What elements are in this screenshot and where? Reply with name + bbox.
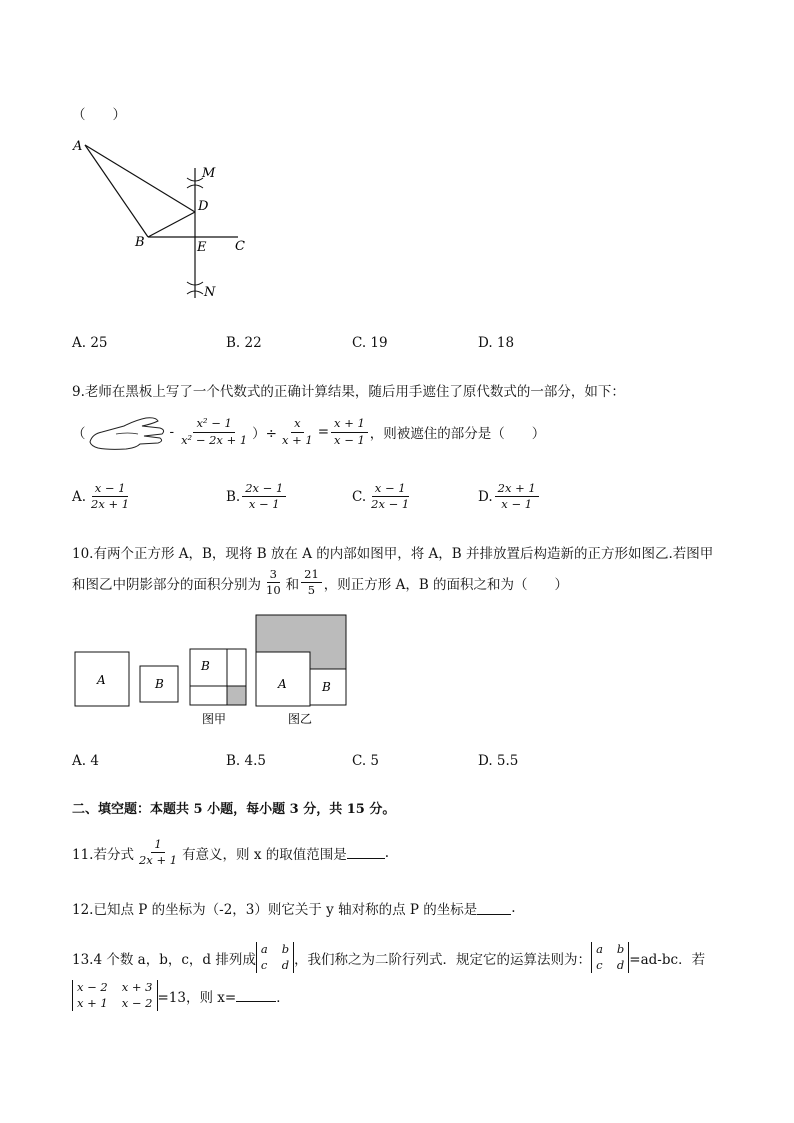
- q9-eq: =: [317, 424, 330, 440]
- q9-option-b: B. $\frac{2x - 1}{x - 1}$: [226, 482, 288, 511]
- q8-option-c: C. 19: [352, 335, 388, 351]
- label-N: N: [204, 285, 216, 300]
- q13-determinant-3: x − 2 x + 3 x + 1 x − 2: [72, 980, 158, 1011]
- q9-fraction-1: [178, 417, 250, 446]
- q9-expression: [72, 412, 545, 452]
- q13-answer-blank: [236, 989, 276, 1002]
- label-B: B: [135, 235, 145, 250]
- section-2-heading: 二、填空题：本题共 5 小题，每小题 3 分，共 15 分。: [72, 802, 396, 817]
- q10-option-a: A. 4: [72, 753, 99, 769]
- q12-answer-blank: [477, 902, 511, 915]
- square-a-label: A: [97, 673, 106, 687]
- q10-fraction-1: $\frac{3}{10}$: [266, 567, 281, 598]
- q10-line2: 和图乙中阴影部分的面积分别为 $\frac{3}{10}$ 和 $\frac{21}{5}$ ，则正方形 A，B 的面积之和为（ ）: [72, 567, 569, 598]
- q9-f1-den: x² − 2x + 1: [181, 432, 248, 447]
- label-A: A: [73, 139, 83, 154]
- label-D: D: [198, 199, 209, 214]
- q13-determinant-1: a b c d: [256, 942, 294, 973]
- q10-fraction-2: $\frac{21}{5}$: [301, 568, 322, 597]
- q12: 12.已知点 P 的坐标为（-2，3）则它关于 y 轴对称的点 P 的坐标是 .: [72, 900, 516, 918]
- q11-answer-blank: [347, 846, 385, 859]
- q8-paren: （ ）: [72, 107, 126, 123]
- jia-caption: 图甲: [202, 712, 227, 726]
- q9-f2-num: x: [291, 417, 304, 432]
- q8-option-d: D. 18: [478, 335, 515, 351]
- q8-option-a: A. 25: [72, 335, 108, 351]
- label-C: C: [235, 239, 245, 254]
- q9-f3-den: x − 1: [334, 432, 365, 447]
- q9-f1-num: x² − 1: [193, 417, 234, 432]
- yi-caption: 图乙: [288, 712, 313, 726]
- q10-line1: 10.有两个正方形 A，B，现将 B 放在 A 的内部如图甲，将 A，B 并排放置后构造新的正方形如图乙.若图甲: [72, 546, 714, 562]
- q9-stem: 9.老师在黑板上写了一个代数式的正确计算结果，随后用手遮住了原代数式的一部分，如下：: [72, 384, 625, 400]
- q13-determinant-2: a b c d: [591, 942, 629, 973]
- label-E: E: [197, 240, 207, 255]
- q9-f2-den: x + 1: [281, 432, 313, 447]
- q13-line1: 13.4 个数 a，b，c，d 排列成 a b c d ，我们称之为二阶行列式．规定它的运算法则为： a b c d =ad-bc．若: [72, 942, 706, 972]
- q11-fraction: $\frac{1}{2x + 1}$: [138, 837, 178, 868]
- q9-close-div: ）÷: [252, 426, 277, 442]
- q11: 11.若分式 $\frac{1}{2x + 1}$ 有意义，则 x 的取值范围是 .: [72, 837, 390, 868]
- q9-option-c: C. $\frac{x - 1}{2x - 1}$: [352, 481, 410, 512]
- q9-tail: ，则被遮住的部分是（ ）: [369, 426, 546, 442]
- q8-figure: [65, 130, 285, 305]
- q10-option-b: B. 4.5: [226, 753, 266, 769]
- q10-option-d: D. 5.5: [478, 753, 519, 769]
- yi-a-label: A: [278, 677, 287, 691]
- q9-minus: -: [169, 424, 175, 440]
- q9-fraction-2: [279, 417, 316, 446]
- square-b-label: B: [155, 677, 164, 691]
- q10-option-c: C. 5: [352, 753, 380, 769]
- q10-figures: [70, 612, 360, 730]
- hand-icon: [86, 412, 168, 452]
- q8-option-b: B. 22: [226, 335, 262, 351]
- q9-option-d: D. $\frac{2x + 1}{x - 1}$: [478, 482, 541, 511]
- yi-b-label: B: [322, 680, 331, 694]
- q9-fraction-3: [331, 417, 368, 446]
- q9-open-paren: （: [72, 426, 86, 442]
- q13-line2: x − 2 x + 3 x + 1 x − 2 =13，则 x= ．: [72, 980, 290, 1011]
- q9-option-a: A. $\frac{x - 1}{2x + 1}$: [72, 481, 130, 512]
- jia-b-label: B: [201, 659, 210, 673]
- q9-f3-num: x + 1: [331, 417, 368, 432]
- label-M: M: [202, 166, 216, 181]
